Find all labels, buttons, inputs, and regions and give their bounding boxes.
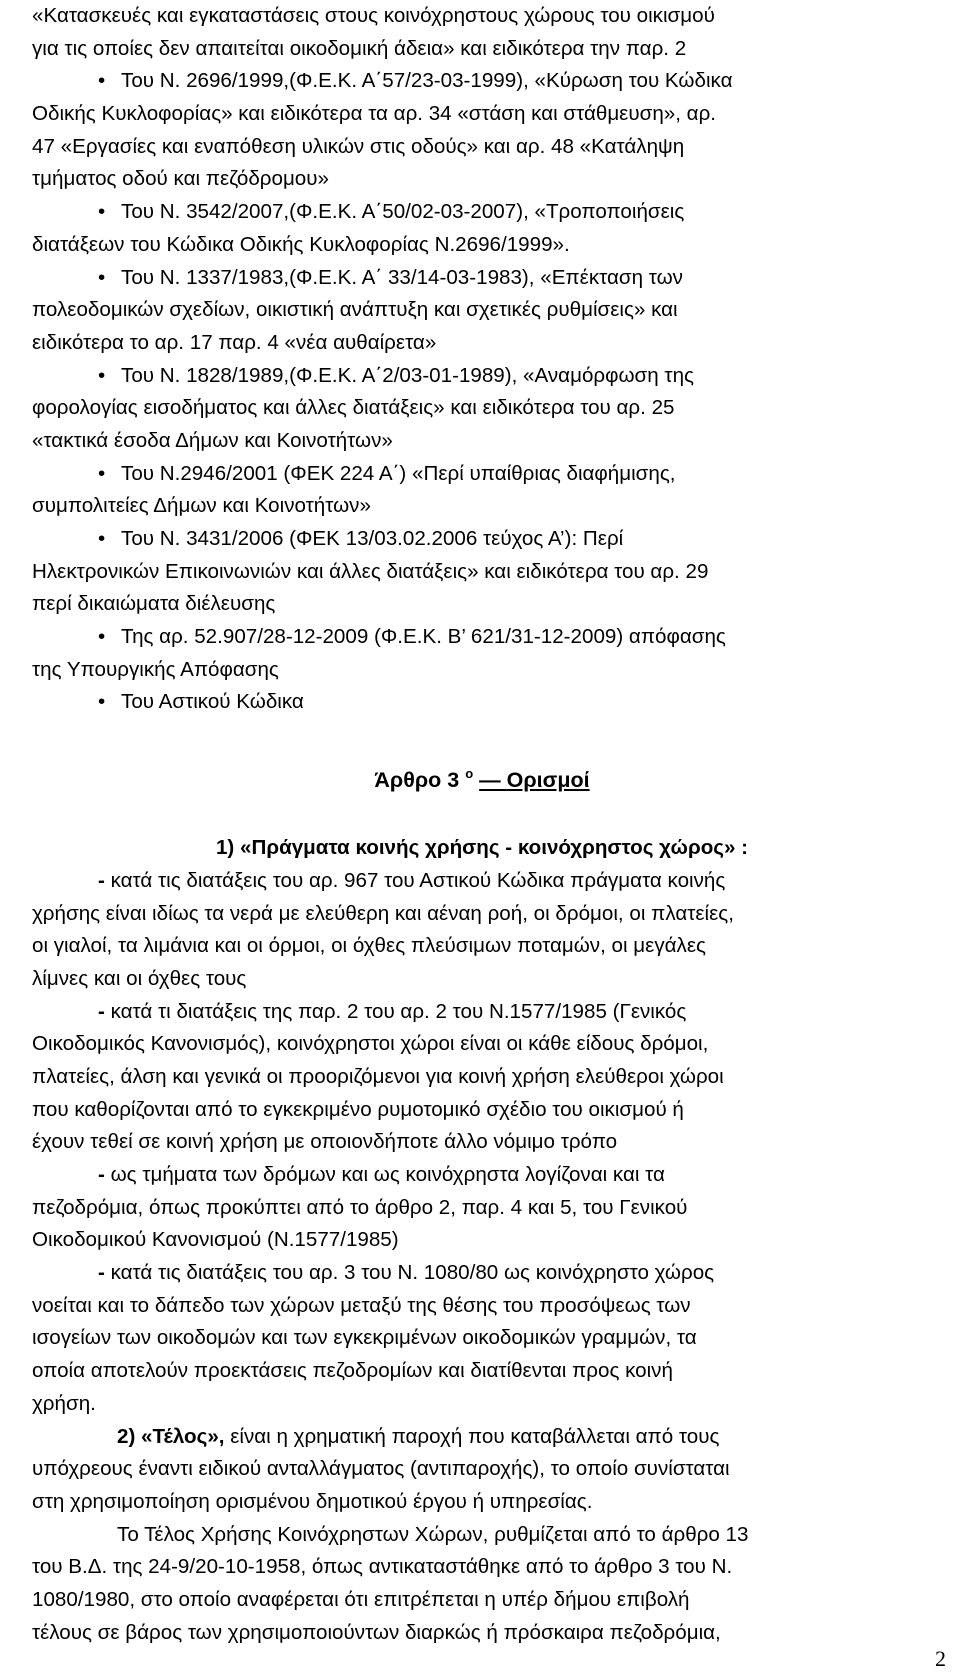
bold-lead: 2) «Τέλος», (117, 1424, 225, 1448)
article-title: Άρθρο 3 $^o$ — Ορισμοί (374, 766, 590, 793)
article-number: Άρθρο 3 (374, 768, 460, 793)
line-text: ισογείων των οικοδομών και των εγκεκριμένων οικοδομικών γραμμών, τα (32, 1326, 697, 1350)
line-text: υπόχρεους έναντι ειδικού ανταλλάγματος (αντιπαροχής), το οποίο συνίσταται (32, 1457, 730, 1481)
text-line (32, 1159, 932, 1192)
bold-lead: - (98, 868, 111, 892)
line-text: συμπολιτείες Δήμων και Κοινοτήτων» (32, 494, 371, 518)
line-text: Του Ν. 2696/1999,(Φ.Ε.Κ. Α΄57/23-03-1999), «Κύρωση του Κώδικα (121, 69, 733, 93)
page-number: 2 (935, 1646, 946, 1671)
text-line (32, 1028, 932, 1061)
text-line (32, 0, 932, 33)
article-heading: Ορισμοί (506, 768, 590, 793)
text-line (32, 392, 932, 425)
text-line (32, 1192, 932, 1225)
line-text: Του Ν. 1828/1989,(Φ.Ε.Κ. Α΄2/03-01-1989), «Αναμόρφωση της (121, 363, 694, 387)
line-text: κατά τι διατάξεις της παρ. 2 του αρ. 2 του Ν.1577/1985 (Γενικός (110, 999, 687, 1023)
line-text: Οικοδομικός Κανονισμός), κοινόχρηστοι χώροι είναι οι κάθε είδους δρόμοι, (32, 1032, 709, 1056)
text-line (32, 865, 932, 898)
bold-lead: - (98, 1261, 111, 1285)
line-text: στη χρησιμοποίηση ορισμένου δημοτικού έργου ή υπηρεσίας. (32, 1489, 593, 1513)
line-text: Του Ν. 1337/1983,(Φ.Ε.Κ. Α΄ 33/14-03-1983), «Επέκταση των (121, 265, 683, 289)
text-line (32, 294, 932, 327)
text-line (32, 33, 932, 66)
line-text: οι γιαλοί, τα λιμάνια και οι όρμοι, οι όχθες πλεύσιμων ποταμών, οι μεγάλες (32, 934, 706, 958)
line-text: τέλους σε βάρος των χρησιμοποιούντων διαρκώς ή πρόσκαιρα πεζοδρόμια, (32, 1620, 721, 1644)
line-text: ως τμήματα των δρόμων και ως κοινόχρηστα λογίζοναι και τα (110, 1163, 665, 1186)
text-line (32, 229, 932, 262)
text-line (32, 996, 932, 1029)
bullet-item (32, 65, 932, 98)
line-text: κατά τις διατάξεις του αρ. 3 του Ν. 1080/80 ως κοινόχρηστο χώρος (110, 1261, 715, 1285)
legal-basis-list (32, 0, 932, 719)
line-text: είναι η χρηματική παροχή που καταβάλλεται από τους (224, 1424, 720, 1448)
line-text: Το Τέλος Χρήσης Κοινόχρηστων Χώρων, ρυθμίζεται από το άρθρο 13 (117, 1522, 749, 1546)
bullet-item (32, 196, 932, 229)
line-text: χρήσης είναι ιδίως τα νερά με ελεύθερη και αέναη ροή, οι δρόμοι, οι πλατείες, (32, 901, 734, 925)
line-text: Της αρ. 52.907/28-12-2009 (Φ.Ε.Κ. Β’ 621/31-12-2009) απόφασης (121, 625, 726, 649)
line-text: νοείται και το δάπεδο των χώρων μεταξύ της θέσης του προσόψεως των (32, 1293, 691, 1317)
definition-1-heading: 1) «Πράγματα κοινής χρήσης - κοινόχρηστος χώρος» : (215, 836, 749, 860)
line-text: οποία αποτελούν προεκτάσεις πεζοδρομίων και διατίθενται προς κοινή (32, 1359, 673, 1383)
line-text: «Κατασκευές και εγκαταστάσεις στους κοινόχρηστους χώρους του οικισμού (32, 4, 715, 27)
text-line (32, 327, 932, 360)
line-text: πλατείες, άλση και γενικά οι προοριζόμενοι για κοινή χρήση ελεύθεροι χώροι (32, 1064, 724, 1088)
line-text: ειδικότερα το αρ. 17 παρ. 4 «νέα αυθαίρετα» (32, 330, 437, 354)
text-line (32, 1355, 932, 1388)
line-text: λίμνες και οι όχθες τους (32, 966, 247, 990)
line-text: πεζοδρόμια, όπως προκύπτει από το άρθρο 2, παρ. 4 και 5, του Γενικού (32, 1195, 688, 1219)
line-text: φορολογίας εισοδήματος και άλλες διατάξεις» και ειδικότερα του αρ. 25 (32, 396, 675, 420)
line-text: 1080/1980, στο οποίο αναφέρεται ότι επιτρέπεται η υπέρ δήμου επιβολή (32, 1587, 690, 1611)
bullet-item (32, 621, 932, 654)
text-line (32, 163, 932, 196)
text-line (32, 556, 932, 589)
document-page (32, 0, 932, 1649)
line-text: έχουν τεθεί σε κοινή χρήση με οποιονδήποτε άλλο νόμιμο τρόπο (32, 1130, 618, 1154)
line-text: τμήματος οδού και πεζόδρομου» (32, 167, 329, 191)
text-line (32, 898, 932, 931)
definitions-body (32, 865, 932, 1650)
text-line (32, 588, 932, 621)
text-line (32, 1584, 932, 1617)
bold-lead: - (98, 999, 111, 1023)
line-text: κατά τις διατάξεις του αρ. 967 του Αστικού Κώδικα πράγματα κοινής (110, 868, 726, 892)
line-text: χρήση. (32, 1391, 96, 1415)
line-text: περί δικαιώματα διέλευσης (32, 592, 276, 616)
line-text: «τακτικά έσοδα Δήμων και Κοινοτήτων» (32, 428, 393, 452)
bold-lead: - (98, 1163, 111, 1186)
bullet-item (32, 262, 932, 295)
text-line (32, 654, 932, 687)
text-line (32, 98, 932, 131)
bullet-item (32, 360, 932, 393)
text-line (32, 1126, 932, 1159)
text-line (32, 930, 932, 963)
bullet-item (32, 523, 932, 556)
bullet-item (32, 686, 932, 719)
text-line (32, 1617, 932, 1650)
text-line (32, 1290, 932, 1323)
text-line (32, 1224, 932, 1257)
bullet-item (32, 458, 932, 491)
line-text: 47 «Εργασίες και εναπόθεση υλικών στις οδούς» και αρ. 48 «Κατάληψη (32, 134, 685, 158)
line-text: Οδικής Κυκλοφορίας» και ειδικότερα τα αρ. 34 «στάση και στάθμευση», αρ. (32, 102, 717, 126)
text-line (32, 1453, 932, 1486)
text-line (32, 1551, 932, 1584)
text-line (32, 1322, 932, 1355)
article-ordinal: ο (465, 766, 474, 782)
text-line (32, 1421, 932, 1454)
line-text: διατάξεων του Κώδικα Οδικής Κυκλοφορίας Ν.2696/1999». (32, 232, 570, 256)
line-text: Του Ν. 3542/2007,(Φ.Ε.Κ. Α΄50/02-03-2007), «Τροποποιήσεις (121, 200, 685, 224)
line-text: της Υπουργικής Απόφασης (32, 657, 279, 681)
text-line (32, 1486, 932, 1519)
line-text: Του Ν. 3431/2006 (ΦΕΚ 13/03.02.2006 τεύχος Α’): Περί (121, 527, 624, 550)
line-text: Ηλεκτρονικών Επικοινωνιών και άλλες διατάξεις» και ειδικότερα του αρ. 29 (32, 559, 709, 583)
text-line (32, 131, 932, 164)
line-text: για τις οποίες δεν απαιτείται οικοδομική άδεια» και ειδικότερα την παρ. 2 (32, 36, 687, 60)
line-text: πολεοδομικών σχεδίων, οικιστική ανάπτυξη και σχετικές ρυθμίσεις» και (32, 298, 678, 322)
text-line (32, 425, 932, 458)
line-text: του Β.Δ. της 24-9/20-10-1958, όπως αντικαταστάθηκε από το άρθρο 3 του Ν. (32, 1555, 733, 1579)
text-line (32, 1519, 932, 1552)
text-line (32, 1388, 932, 1421)
text-line (32, 963, 932, 996)
line-text: που καθορίζονται από το εγκεκριμένο ρυμοτομικό σχέδιο του οικισμού ή (32, 1097, 684, 1121)
text-line (32, 1094, 932, 1127)
text-line (32, 490, 932, 523)
text-line (32, 1061, 932, 1094)
line-text: Του Αστικού Κώδικα (121, 690, 304, 714)
text-line (32, 1257, 932, 1290)
line-text: Του Ν.2946/2001 (ΦΕΚ 224 Α΄) «Περί υπαίθριας διαφήμισης, (121, 461, 676, 485)
line-text: Οικοδομικού Κανονισμού (Ν.1577/1985) (32, 1228, 399, 1252)
